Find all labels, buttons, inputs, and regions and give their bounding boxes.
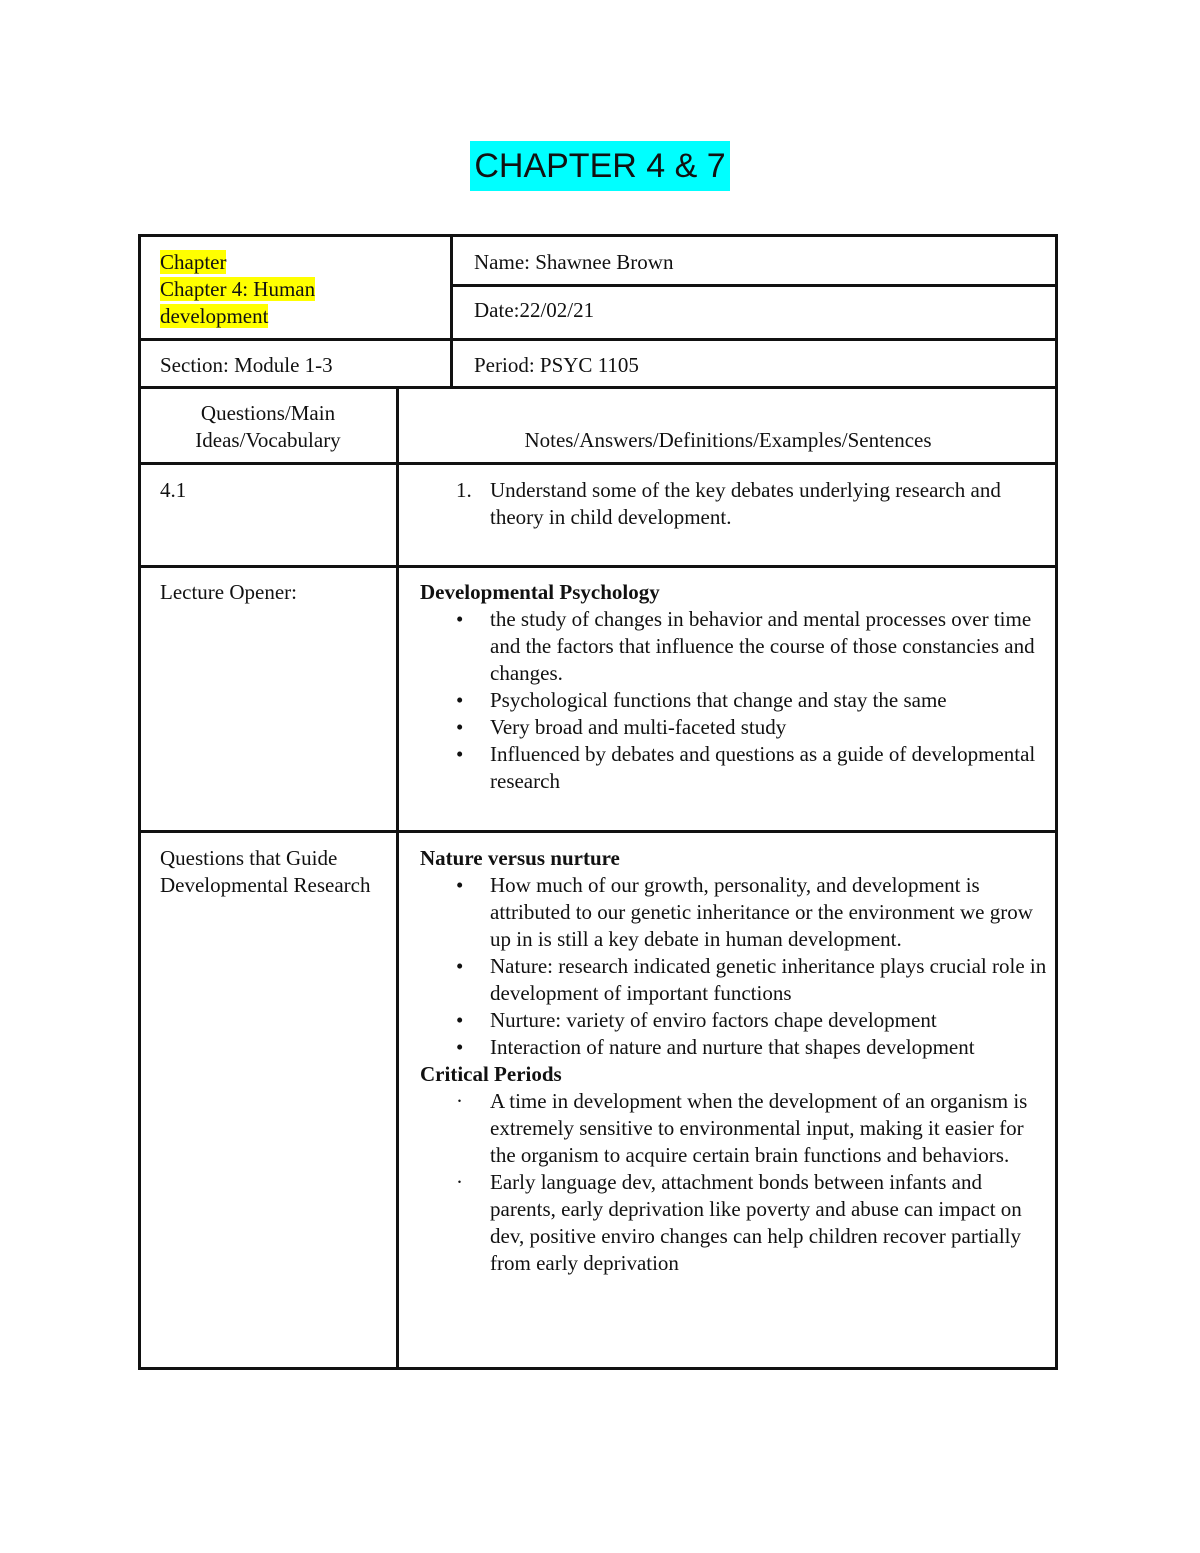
row2-label: Lecture Opener: [160, 580, 298, 604]
name-field: Name: Shawnee Brown [474, 250, 674, 274]
bullet-icon: • [456, 873, 464, 897]
column-header-right: Notes/Answers/Definitions/Examples/Sentences [524, 428, 932, 452]
rule-header-section [138, 338, 1058, 341]
small-bullet-icon: · [456, 1089, 463, 1113]
list-item: • Interaction of nature and nurture that shapes development [456, 1035, 975, 1059]
rule-row1-row2 [138, 565, 1058, 568]
rule-name-date [450, 284, 1058, 287]
row2-bullet-list [420, 606, 1036, 795]
page-title: CHAPTER 4 & 7 [470, 141, 729, 191]
list-item: • Nurture: variety of enviro factors chape development [456, 1008, 937, 1032]
bullet-icon: • [456, 1008, 464, 1032]
chapter-name-line1: Chapter 4: Human [160, 277, 316, 301]
small-bullet-icon: · [456, 1170, 463, 1194]
title-wrap [0, 141, 1200, 191]
row3-bullet-list-2 [420, 1088, 1050, 1277]
rule-section-columns [138, 386, 1058, 389]
bullet-icon: • [456, 688, 464, 712]
row3-heading2: Critical Periods [420, 1062, 562, 1086]
row3-notes [420, 845, 1050, 1277]
row1-numbered-item [420, 477, 1040, 531]
list-item: • How much of our growth, personality, and development is attributed to our genetic inheritance or the environment we grow up in is still a key debate in human development. [456, 873, 1033, 951]
list-item: • Influenced by debates and questions as a guide of developmental research [456, 742, 1036, 793]
list-item: • Very broad and multi-faceted study [456, 715, 787, 739]
row2-notes [420, 579, 1036, 795]
section-field: Section: Module 1-3 [160, 353, 333, 377]
bullet-icon: • [456, 742, 464, 766]
bullet-icon: • [456, 607, 464, 631]
bullet-icon: • [456, 954, 464, 978]
row2-heading: Developmental Psychology [420, 580, 660, 604]
row3-heading: Nature versus nurture [420, 846, 620, 870]
row1-notes [420, 477, 1040, 531]
list-item: · A time in development when the development of an organism is extremely sensitive to environmental input, making it easier for the organism to acquire certain brain functions and behaviors. [456, 1089, 1028, 1167]
row3-bullet-list [420, 872, 1050, 1061]
period-field: Period: PSYC 1105 [474, 353, 639, 377]
bullet-icon: • [456, 715, 464, 739]
rule-columns-row1 [138, 462, 1058, 465]
row1-number: 1. [456, 478, 472, 502]
row1-text: Understand some of the key debates underlying research and theory in child development. [490, 478, 1001, 529]
list-item: • the study of changes in behavior and mental processes over time and the factors that influence the course of those constancies and changes. [456, 607, 1035, 685]
list-item: · Early language dev, attachment bonds between infants and parents, early deprivation like poverty and abuse can impact on dev, positive enviro changes can help children recover partially from early deprivation [456, 1170, 1022, 1275]
chapter-cell [160, 249, 440, 330]
date-field: Date:22/02/21 [474, 298, 595, 322]
header-divider [450, 234, 453, 389]
list-item: • Nature: research indicated genetic inheritance plays crucial role in development of important functions [456, 954, 1047, 1005]
chapter-name-line2: development [160, 304, 269, 328]
bullet-icon: • [456, 1035, 464, 1059]
row3-label: Questions that Guide Developmental Research [160, 846, 371, 897]
column-header-left: Questions/Main Ideas/Vocabulary [195, 401, 341, 452]
body-divider [396, 388, 399, 1370]
row1-label: 4.1 [160, 478, 187, 502]
rule-row2-row3 [138, 830, 1058, 833]
list-item: • Psychological functions that change and stay the same [456, 688, 947, 712]
chapter-label: Chapter [160, 250, 227, 274]
